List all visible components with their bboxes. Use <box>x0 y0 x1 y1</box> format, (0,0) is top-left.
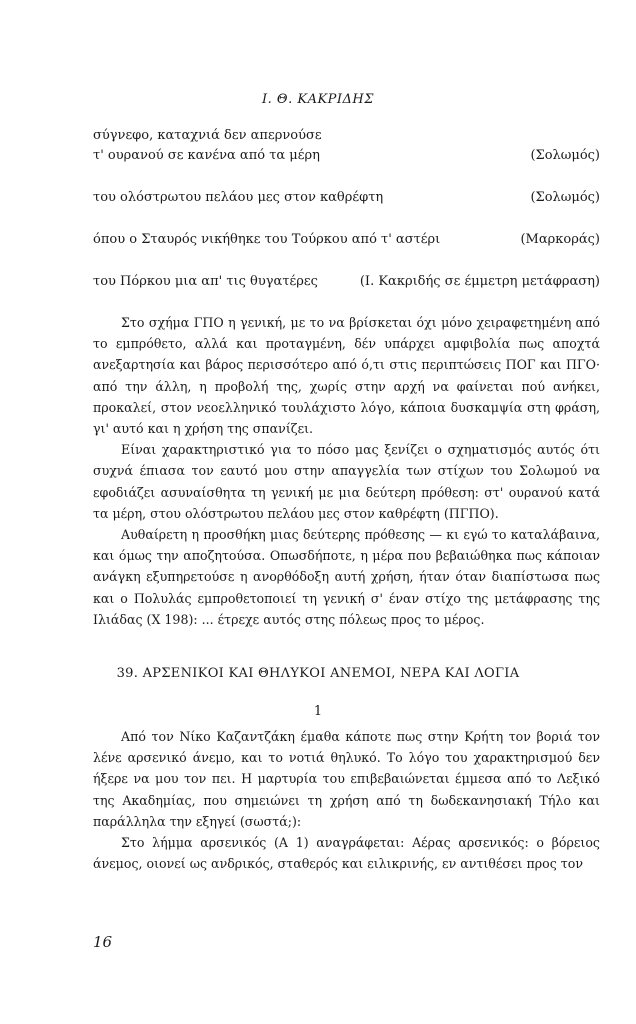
verse-line <box>93 126 600 146</box>
section-heading: 39. ΑΡΣΕΝΙΚΟΙ ΚΑΙ ΘΗΛΥΚΟΙ ΑΝΕΜΟΙ, ΝΕΡΑ ΚΑΙ ΛΟΓΙΑ <box>116 666 520 681</box>
verse-text: τ' ουρανού σε κανένα από τα μέρη <box>93 148 320 163</box>
page-number: 16 <box>93 933 113 951</box>
verse-line <box>93 188 600 208</box>
verse-source: (Μαρκοράς) <box>520 232 600 247</box>
body-text <box>93 312 600 630</box>
paragraph: Από τον Νίκο Καζαντζάκη έμαθα κάποτε πως στην Κρήτη τον βοριά τον λένε αρσενικό άνεμο, και το νοτιά θηλυκό. Το λόγο του χαρακτηρισμού δεν ήξερε να μου τον πει. Η μαρτυρία του επιβεβαιώνεται έμμεσα από το Λεξικό της Ακαδημίας, που σημειώνει τη χρήση από τη δωδεκανησιακή Τήλο και παράλληλα την εξηγεί (σωστά;): <box>93 729 600 829</box>
verse-block-1 <box>93 126 600 166</box>
verse-text: όπου ο Σταυρός νικήθηκε του Τούρκου από τ' αστέρι <box>93 232 441 247</box>
verse-text: του ολόστρωτου πελάου μες στον καθρέφτη <box>93 190 384 205</box>
paragraph: Στο σχήμα ΓΠΟ η γενική, με το να βρίσκεται όχι μόνο χειραφετημένη από το εμπρόθετο, αλλά και προταγμένη, δέν υπάρχει αμφιβολία πως αποχτά ανεξαρτησία και βάρος περισσότερο από ό,τι στις περιπτώσεις ΠΟΓ και ΠΓΟ· από την άλλη, η προβολή της, χωρίς στην αρχή να φαίνεται πού ανήκει, προκαλεί, στον νεοελληνικό τουλάχιστο λόγο, κάποια δυσκαμψία στη φράση, γι' αυτό και η χρήση της σπανίζει. <box>93 315 600 437</box>
verse-block-2 <box>93 188 600 208</box>
verse-line <box>93 230 600 250</box>
verse-source: (Ι. Κακριδής σε έμμετρη μετάφραση) <box>359 274 600 289</box>
paragraph: Αυθαίρετη η προσθήκη μιας δεύτερης πρόθεσης — κι εγώ το καταλάβαινα, και όμως την αποζητούσα. Οπωσδήποτε, η μέρα που βεβαιώθηκα πως κάποιαν ανάγκη εξυπηρετούσε η ανορθόδοξη αυτή χρήση, ήταν όταν διαπίστωσα πως και ο Πολυλάς εμπροθετοποιεί τη γενική σ' έναν στίχο της μετάφρασης της Ιλιάδας (Χ 198): ... έτρεχε αυτός στης πόλεως προς το μέρος. <box>93 527 600 627</box>
running-header: Ι. Θ. ΚΑΚΡΙΔΗΣ <box>262 92 374 107</box>
verse-source: (Σολωμός) <box>530 190 600 205</box>
verse-source: (Σολωμός) <box>530 148 600 163</box>
section-body-text <box>93 726 600 874</box>
verse-line <box>93 272 600 292</box>
verse-line <box>93 146 600 166</box>
verse-text: του Πόρκου μια απ' τις θυγατέρες <box>93 274 318 289</box>
verse-block-4 <box>93 272 600 292</box>
subsection-number: 1 <box>313 704 323 719</box>
paragraph: Στο λήμμα αρσενικός (Α 1) αναγράφεται: Αέρας αρσενικός: ο βόρειος άνεμος, οιονεί ως ανδρικός, σταθερός και ειλικρινής, εν αντιθέσει προς τον <box>93 835 600 872</box>
verse-block-3 <box>93 230 600 250</box>
paragraph: Είναι χαρακτηριστικό για το πόσο μας ξενίζει ο σχηματισμός αυτός ότι συχνά έπιασα τον εαυτό μου στην απαγγελία των στίχων του Σολωμού να εφοδιάζει ασυναίσθητα τη γενική με μια δεύτερη πρόθεση: στ' ουρανού κατά τα μέρη, στου ολόστρωτου πελάου μες στον καθρέφτη (ΠΓΠΟ). <box>93 442 600 521</box>
verse-text: σύγνεφο, καταχνιά δεν απερνούσε <box>93 128 322 143</box>
